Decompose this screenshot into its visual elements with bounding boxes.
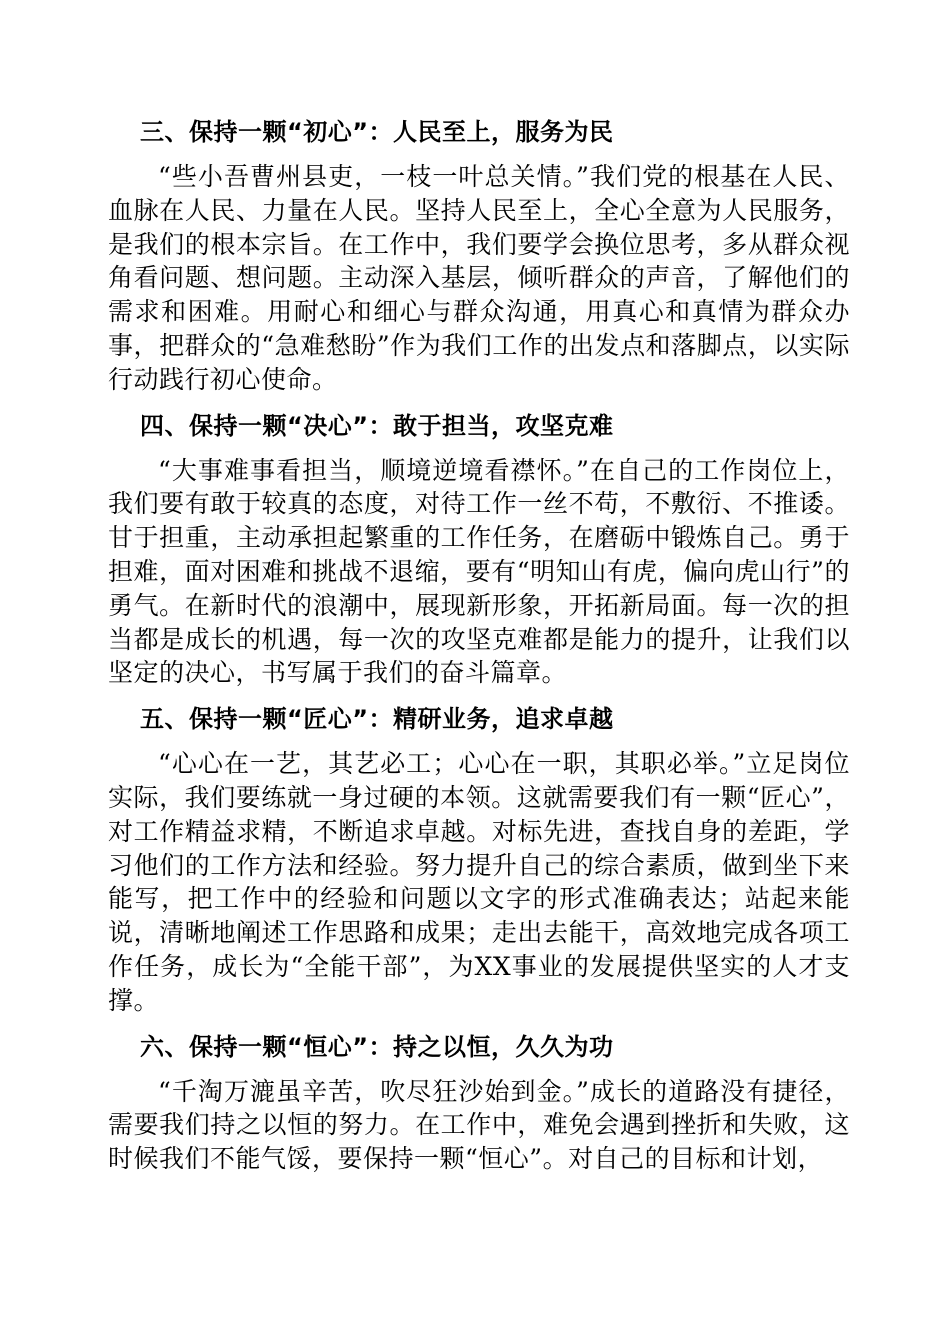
section-craftsmanship <box>108 699 850 1017</box>
section-paragraph: “些小吾曹州县吏，一枝一叶总关情。”我们党的根基在人民、血脉在人民、力量在人民。坚持人民至上，全心全意为人民服务，是我们的根本宗旨。在工作中，我们要学会换位思考，多从群众视角看问题、想问题。主动深入基层，倾听群众的声音，了解他们的需求和困难。用耐心和细心与群众沟通，用真心和真情为群众办事，把群众的“急难愁盼”作为我们工作的出发点和落脚点，以实际行动践行初心使命。 <box>108 162 850 394</box>
section-original-aspiration <box>108 112 850 397</box>
section-perseverance <box>108 1027 850 1176</box>
section-heading: 五、保持一颗“匠心”：精研业务，追求卓越 <box>140 705 614 734</box>
section-heading: 四、保持一颗“决心”：敢于担当，攻坚克难 <box>140 411 614 440</box>
section-paragraph: “心心在一艺，其艺必工；心心在一职，其职必举。”立足岗位实际，我们要练就一身过硬的本领。这就需要我们有一颗“匠心”，对工作精益求精，不断追求卓越。对标先进，查找自身的差距，学习他们的工作方法和经验。努力提升自己的综合素质，做到坐下来能写，把工作中的经验和问题以文字的形式准确表达；站起来能说，清晰地阐述工作思路和成果；走出去能干，高效地完成各项工作任务，成长为“全能干部”，为XX事业的发展提供坚实的人才支撑。 <box>108 749 850 1015</box>
section-paragraph: “千淘万漉虽辛苦，吹尽狂沙始到金。”成长的道路没有捷径，需要我们持之以恒的努力。在工作中，难免会遇到挫折和失败，这时候我们不能气馁，要保持一颗“恒心”。对自己的目标和计划， <box>108 1076 850 1174</box>
section-heading: 三、保持一颗“初心”：人民至上，服务为民 <box>140 118 614 146</box>
section-heading: 六、保持一颗“恒心”：持之以恒，久久为功 <box>140 1032 614 1061</box>
section-paragraph: “大事难事看担当，顺境逆境看襟怀。”在自己的工作岗位上，我们要有敢于较真的态度，对待工作一丝不苟，不敷衍、不推诿。甘于担重，主动承担起繁重的工作任务，在磨砺中锻炼自己。勇于担难，面对困难和挑战不退缩，要有“明知山有虎，偏向虎山行”的勇气。在新时代的浪潮中，展现新形象，开拓新局面。每一次的担当都是成长的机遇，每一次的攻坚克难都是能力的提升，让我们以坚定的决心，书写属于我们的奋斗篇章。 <box>108 455 850 688</box>
section-determination <box>108 406 850 691</box>
